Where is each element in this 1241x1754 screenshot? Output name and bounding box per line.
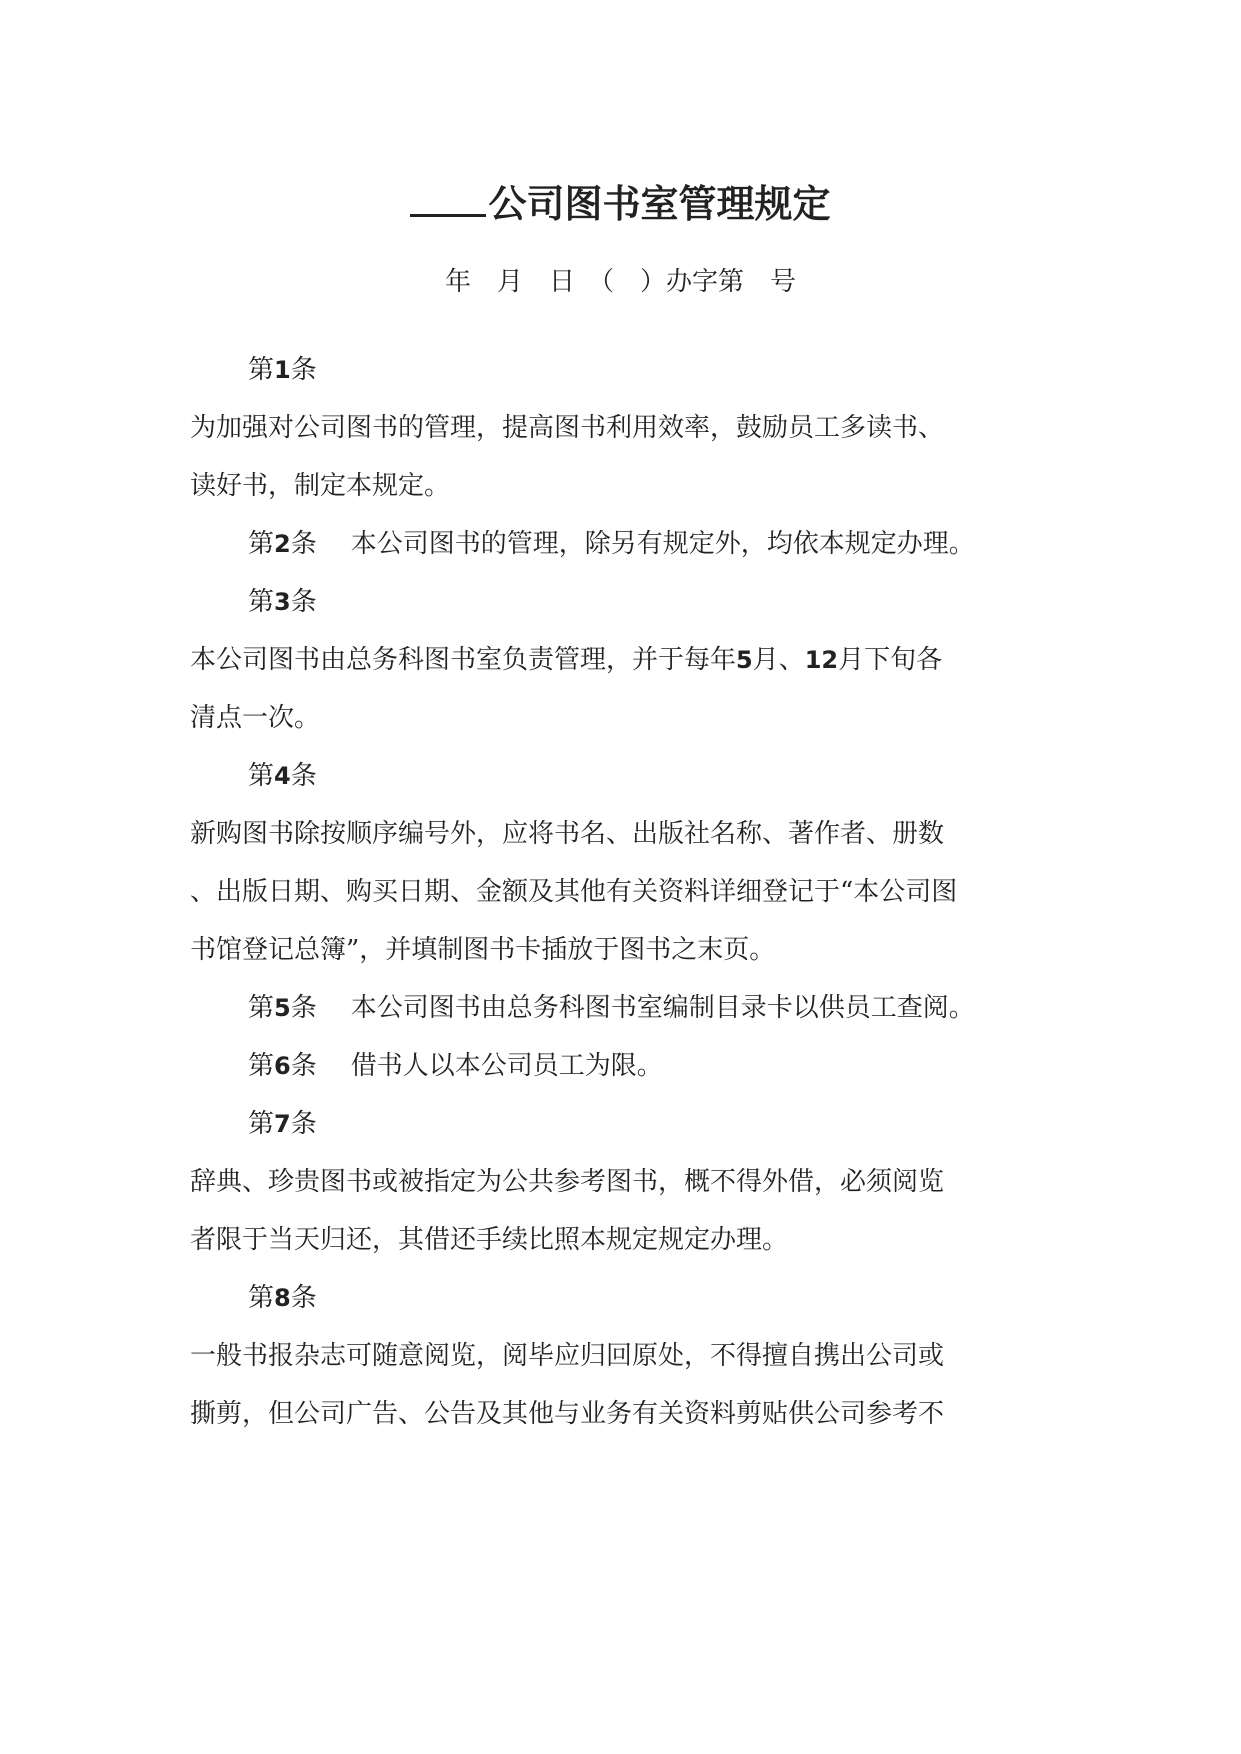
title-text: 公司图书室管理规定 — [488, 182, 831, 226]
article-1-text-line: 为加强对公司图书的管理，提高图书利用效率，鼓励员工多读书、 — [190, 413, 945, 443]
article-4-text-line: 书馆登记总簿”，并填制图书卡插放于图书之末页。 — [190, 935, 776, 965]
article-6-body: 借书人以本公司员工为限。 — [350, 1051, 663, 1081]
article-4-heading: 第4条 — [248, 761, 317, 791]
article-8-text-line: 撕剪，但公司广告、公告及其他与业务有关资料剪贴供公司参考不 — [190, 1399, 945, 1429]
article-2-body: 本公司图书的管理，除另有规定外，均依本规定办理。 — [350, 529, 975, 559]
article-2: 第2条 本公司图书的管理，除另有规定外，均依本规定办理。 — [248, 529, 975, 559]
article-7-text-line: 者限于当天归还，其借还手续比照本规定规定办理。 — [190, 1225, 789, 1255]
article-4-text-line: 新购图书除按顺序编号外，应将书名、出版社名称、著作者、册数 — [190, 819, 945, 849]
article-3-heading: 第3条 — [248, 587, 317, 617]
article-7-heading: 第7条 — [248, 1109, 317, 1139]
article-8-heading: 第8条 — [248, 1283, 317, 1313]
article-8-text-line: 一般书报杂志可随意阅览，阅毕应归回原处，不得擅自携出公司或 — [190, 1341, 945, 1371]
article-6: 第6条 借书人以本公司员工为限。 — [248, 1051, 663, 1081]
article-1-text-line: 读好书，制定本规定。 — [190, 471, 451, 501]
article-5: 第5条 本公司图书由总务科图书室编制目录卡以供员工查阅。 — [248, 993, 975, 1023]
article-3-text-line: 清点一次。 — [190, 703, 321, 733]
article-5-body: 本公司图书由总务科图书室编制目录卡以供员工查阅。 — [350, 993, 975, 1023]
article-1-heading: 第1条 — [248, 355, 317, 385]
article-3-text-line: 本公司图书由总务科图书室负责管理，并于每年5月、12月下旬各 — [190, 645, 943, 675]
article-7-text-line: 辞典、珍贵图书或被指定为公共参考图书，概不得外借，必须阅览 — [190, 1167, 945, 1197]
document-number-line: 年 月 日 （ ）办字第 号 — [444, 267, 796, 297]
article-4-text-line: 、出版日期、购买日期、金额及其他有关资料详细登记于“本公司图 — [190, 877, 958, 907]
title-blank-underline — [410, 176, 486, 217]
document-title — [0, 176, 1241, 229]
